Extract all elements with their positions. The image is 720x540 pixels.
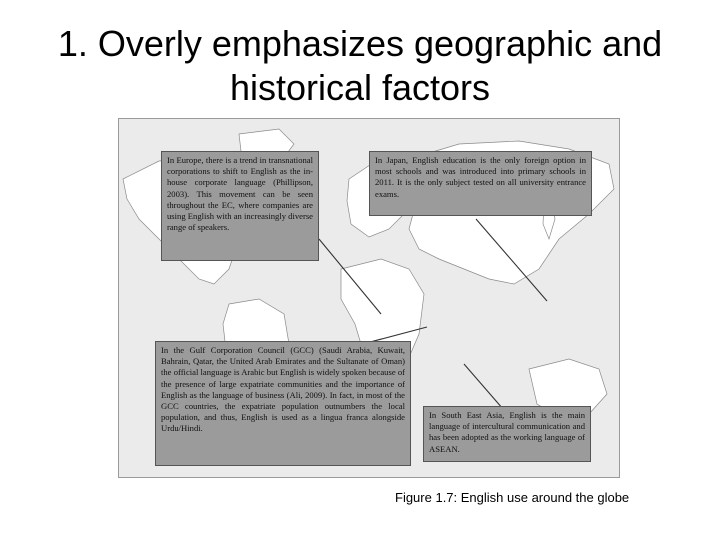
slide-title-line-1: 1. Overly emphasizes geographic and (57, 23, 663, 64)
sea-callout: In South East Asia, English is the main language of intercultural communication and has been adopted as the working language of ASEAN. (423, 406, 591, 462)
japan-callout: In Japan, English education is the only foreign option in most schools and was introduced into primary schools in 2011. It is the only subject tested on all university entrance exams. (369, 151, 592, 216)
europe-callout: In Europe, there is a trend in transnational corporations to shift to English as the in-house corporate language (Phillipson, 2003). This movement can be seen throughout the EC, where companies are using English with an increasingly diverse range of speakers. (161, 151, 319, 261)
gcc-callout: In the Gulf Corporation Council (GCC) (Saudi Arabia, Kuwait, Bahrain, Qatar, the United Arab Emirates and the Sultanate of Oman) the official language is Arabic but English is widely spoken because of the presence of large expatriate communities and the importance of English as the language of business (Ali, 2009). In fact, in most of the GCC countries, the expatriate population outnumbers the local population, and thus, English is used as a lingua franca alongside Urdu/Hindi. (155, 341, 411, 466)
slide-title-line-2: historical factors (229, 67, 491, 108)
figure-caption: Figure 1.7: English use around the globe (395, 490, 630, 505)
slide-title (40, 22, 680, 110)
world-map-figure (118, 118, 620, 478)
sea-pointer-line (464, 364, 503, 409)
